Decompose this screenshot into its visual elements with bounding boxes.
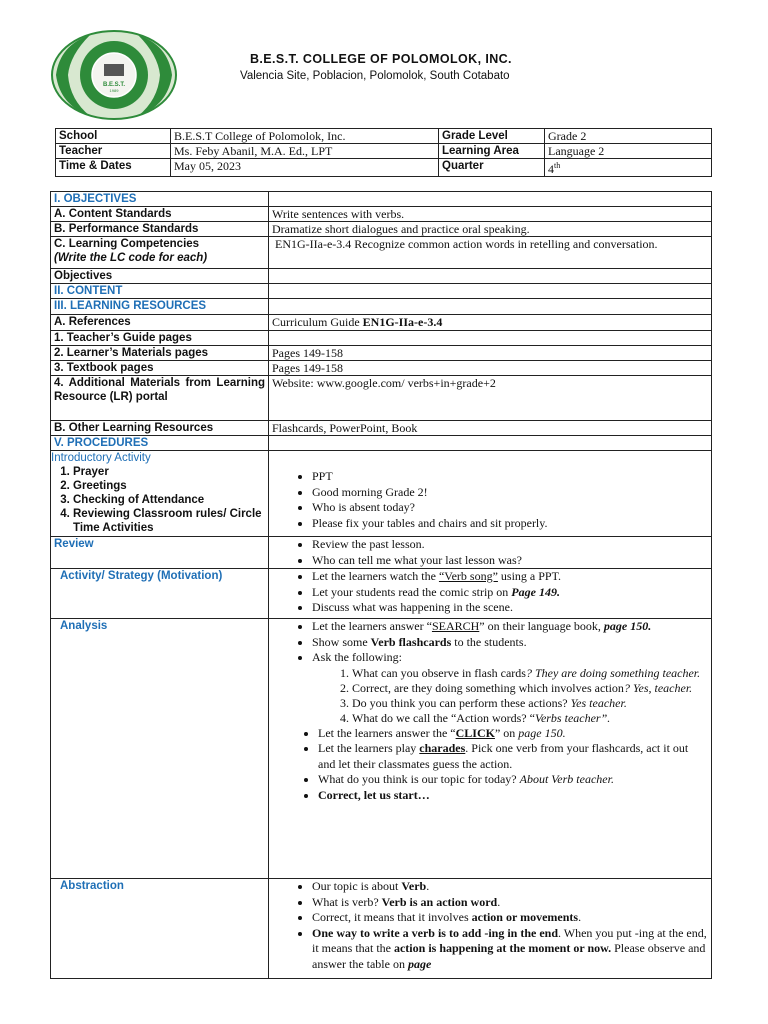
- grade-value: Grade 2: [545, 129, 712, 144]
- college-seal-logo: [50, 30, 178, 120]
- intro-title: Introductory Activity: [51, 452, 151, 464]
- list-item: • Correct, it means that it involves action or movements.: [312, 910, 708, 926]
- content-heading: II. CONTENT: [51, 284, 269, 299]
- content-std-label: A. Content Standards: [51, 207, 269, 222]
- other-resources-label: B. Other Learning Resources: [51, 421, 269, 436]
- analysis-title: Analysis: [51, 619, 269, 879]
- list-item: 1. What can you observe in flash cards? They are doing something teacher.: [352, 666, 708, 681]
- svg-text:1989: 1989: [109, 88, 119, 93]
- references-label: A. References: [51, 315, 269, 331]
- list-item: 1. Prayer: [73, 465, 265, 479]
- references-value: Curriculum Guide EN1G-IIa-e-3.4: [269, 315, 712, 331]
- competencies-value: EN1G-IIa-e-3.4 Recognize common action words in retelling and conversation.: [269, 237, 712, 269]
- intro-cell: [51, 451, 269, 537]
- abstraction-bullets: [269, 879, 712, 979]
- info-table: [55, 128, 712, 177]
- procedures-heading: V. PROCEDURES: [51, 436, 269, 451]
- list-item: • Please fix your tables and chairs and sit properly.: [312, 516, 708, 532]
- school-label: School: [56, 129, 171, 144]
- list-item: 2. Greetings: [73, 479, 265, 493]
- review-bullets: [269, 537, 712, 569]
- list-item: • Review the past lesson.: [312, 537, 708, 553]
- list-item: • Ask the following:: [312, 650, 708, 666]
- list-item: 4. Reviewing Classroom rules/ Circle Time Activities: [73, 507, 265, 535]
- tb-label: 3. Textbook pages: [51, 361, 269, 376]
- school-value: B.E.S.T College of Polomolok, Inc.: [171, 129, 439, 144]
- list-item: • Show some Verb flashcards to the students.: [312, 635, 708, 651]
- list-item: • Who can tell me what your last lesson was?: [312, 553, 708, 569]
- list-item: • Good morning Grade 2!: [312, 485, 708, 501]
- lm-value: Pages 149-158: [269, 346, 712, 361]
- time-value: May 05, 2023: [171, 159, 439, 177]
- intro-steps: [51, 465, 265, 535]
- analysis-bullets: [269, 619, 712, 879]
- motivation-title: Activity/ Strategy (Motivation): [51, 569, 269, 619]
- college-address: Valencia Site, Poblacion, Polomolok, South Cotabato: [240, 70, 510, 82]
- list-item: 3. Checking of Attendance: [73, 493, 265, 507]
- list-item: • One way to write a verb is to add -ing in the end. When you put -ing at the end, it means that the action is happening at the moment or now. Please observe and answer the table on page: [312, 926, 708, 973]
- tb-value: Pages 149-158: [269, 361, 712, 376]
- other-resources-value: Flashcards, PowerPoint, Book: [269, 421, 712, 436]
- perf-std-label: B. Performance Standards: [51, 222, 269, 237]
- list-item: • Let your students read the comic strip on Page 149.: [312, 585, 708, 601]
- analysis-questions: [272, 666, 708, 726]
- list-item: • What is verb? Verb is an action word.: [312, 895, 708, 911]
- content-std-value: Write sentences with verbs.: [269, 207, 712, 222]
- teacher-value: Ms. Feby Abanil, M.A. Ed., LPT: [171, 144, 439, 159]
- competencies-label: C. Learning Competencies (Write the LC code for each): [51, 237, 269, 269]
- svg-text:B.E.S.T.: B.E.S.T.: [102, 82, 126, 88]
- list-item: • PPT: [312, 469, 708, 485]
- objectives-heading: I. OBJECTIVES: [51, 192, 269, 207]
- list-item: 2. Correct, are they doing something which involves action? Yes, teacher.: [352, 681, 708, 696]
- list-item: • Our topic is about Verb.: [312, 879, 708, 895]
- review-title: Review: [51, 537, 269, 569]
- list-item: • Let the learners answer “SEARCH” on their language book, page 150.: [312, 619, 708, 635]
- list-item: • Let the learners watch the “Verb song” using a PPT.: [312, 569, 708, 585]
- grade-label: Grade Level: [439, 129, 545, 144]
- area-value: Language 2: [545, 144, 712, 159]
- tg-label: 1. Teacher’s Guide pages: [51, 331, 269, 346]
- lm-label: 2. Learner’s Materials pages: [51, 346, 269, 361]
- list-item: 3. Do you think you can perform these actions? Yes teacher.: [352, 696, 708, 711]
- teacher-label: Teacher: [56, 144, 171, 159]
- list-item: 4. What do we call the “Action words? “Verbs teacher”.: [352, 711, 708, 726]
- additional-label: 4. Additional Materials from Learning Resource (LR) portal: [51, 376, 269, 421]
- perf-std-value: Dramatize short dialogues and practice oral speaking.: [269, 222, 712, 237]
- list-item: • What do you think is our topic for today? About Verb teacher.: [318, 772, 708, 788]
- college-name: B.E.S.T. COLLEGE OF POLOMOLOK, INC.: [250, 52, 512, 66]
- objectives-label: Objectives: [51, 269, 269, 284]
- additional-value: Website: www.google.com/ verbs+in+grade+2: [269, 376, 712, 421]
- quarter-value: 4th: [545, 159, 712, 177]
- lesson-plan-table: [50, 191, 712, 979]
- resources-heading: III. LEARNING RESOURCES: [51, 299, 269, 315]
- list-item: • Who is absent today?: [312, 500, 708, 516]
- motivation-bullets: [269, 569, 712, 619]
- list-item: • Let the learners play charades. Pick one verb from your flashcards, act it out and let their classmates guess the action.: [318, 741, 708, 772]
- abstraction-title: Abstraction: [51, 879, 269, 979]
- list-item: • Discuss what was happening in the scene.: [312, 600, 708, 616]
- area-label: Learning Area: [439, 144, 545, 159]
- intro-bullets: [269, 451, 712, 537]
- list-item: • Let the learners answer the “CLICK” on page 150.: [318, 726, 708, 742]
- time-label: Time & Dates: [56, 159, 171, 177]
- list-item: • Correct, let us start…: [318, 788, 708, 804]
- document-header: [0, 0, 768, 120]
- quarter-label: Quarter: [439, 159, 545, 177]
